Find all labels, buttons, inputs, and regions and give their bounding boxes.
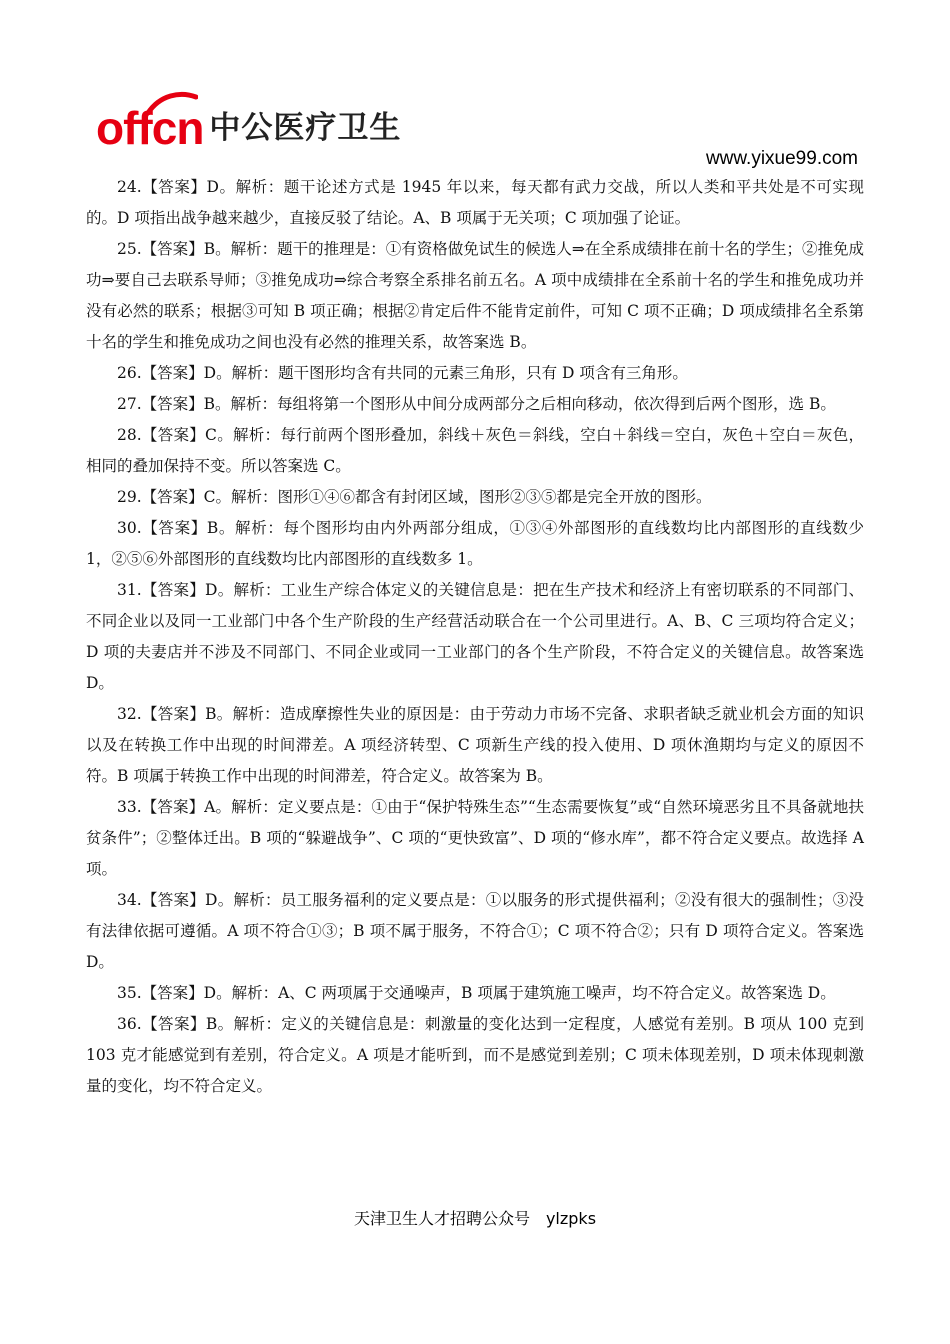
answer-26: 26.【答案】D。解析：题干图形均含有共同的元素三角形，只有 D 项含有三角形。: [117, 364, 688, 382]
answer-36: 36.【答案】B。解析：定义的关键信息是：刺激量的变化达到一定程度，人感觉有差别。B 项从 100 克到 103 克才能感觉到有差别，符合定义。A 项是才能听到，而不是感觉到差别；C 项未体现差别，D 项未体现刺激量的变化，均不符合定义。: [86, 1015, 864, 1095]
answer-30: 30.【答案】B。解析：每个图形均由内外两部分组成，①③④外部图形的直线数均比内部图形的直线数少 1，②⑤⑥外部图形的直线数均比内部图形的直线数多 1。: [86, 519, 864, 568]
answer-35: 35.【答案】D。解析：A、C 两项属于交通噪声，B 项属于建筑施工噪声，均不符合定义。故答案选 D。: [117, 984, 836, 1002]
answer-28: 28.【答案】C。解析：每行前两个图形叠加，斜线＋灰色＝斜线，空白＋斜线＝空白，灰色＋空白＝灰色，相同的叠加保持不变。所以答案选 C。: [86, 426, 864, 475]
footer-note: 天津卫生人才招聘公众号 ylzpks: [353, 1209, 597, 1228]
site-url: www.yixue99.com: [705, 148, 858, 169]
answer-33: 33.【答案】A。解析：定义要点是：①由于“保护特殊生态”“生态需要恢复”或“自然环境恶劣且不具备就地扶贫条件”；②整体迁出。B 项的“躲避战争”、C 项的“更快致富”、D 项的“修水库”，都不符合定义要点。故选择 A 项。: [86, 798, 864, 878]
answer-32: 32.【答案】B。解析：造成摩擦性失业的原因是：由于劳动力市场不完备、求职者缺乏就业机会方面的知识以及在转换工作中出现的时间滞差。A 项经济转型、C 项新生产线的投入使用、D 项休渔期均与定义的原因不符。B 项属于转换工作中出现的时间滞差，符合定义。故答案为 B。: [86, 705, 864, 785]
answer-27: 27.【答案】B。解析：每组将第一个图形从中间分成两部分之后相向移动，依次得到后两个图形，选 B。: [117, 395, 836, 413]
logo-swoosh-icon: [146, 91, 198, 115]
answer-29: 29.【答案】C。解析：图形①④⑥都含有封闭区域，图形②③⑤都是完全开放的图形。: [117, 488, 712, 506]
answer-34: 34.【答案】D。解析：员工服务福利的定义要点是：①以服务的形式提供福利；②没有很大的强制性；③没有法律依据可遵循。A 项不符合①③；B 项不属于服务，不符合①；C 项不符合②；只有 D 项符合定义。答案选 D。: [86, 891, 864, 971]
answer-24: 24.【答案】D。解析：题干论述方式是 1945 年以来，每天都有武力交战，所以人类和平共处是不可实现的。D 项指出战争越来越少，直接反驳了结论。A、B 项属于无关项；C 项加强了论证。: [86, 178, 864, 227]
answer-31: 31.【答案】D。解析：工业生产综合体定义的关键信息是：把在生产技术和经济上有密切联系的不同部门、不同企业以及同一工业部门中各个生产阶段的生产经营活动联合在一个公司里进行。A、B、C 三项均符合定义；D 项的夫妻店并不涉及不同部门、不同企业或同一工业部门的各个生产阶段，不符合定义的关键信息。故答案选 D。: [86, 581, 864, 692]
offcn-logo: [96, 98, 401, 158]
logo-wordmark-text: offcn: [96, 102, 204, 154]
answer-explanations: [86, 172, 864, 1102]
logo-chinese-name: 中公医疗卫生: [209, 109, 402, 146]
logo-wordmark: [96, 102, 204, 154]
answer-25: 25.【答案】B。解析：题干的推理是：①有资格做免试生的候选人⇒在全系成绩排在前十名的学生；②推免成功⇒要自己去联系导师；③推免成功⇒综合考察全系排名前五名。A 项中成绩排在全系前十名的学生和推免成功并没有必然的联系；根据③可知 B 项正确；根据②肯定后件不能肯定前件，可知 C 项不正确；D 项成绩排名全系第十名的学生和推免成功之间也没有必然的推理关系，故答案选 B。: [86, 240, 864, 351]
